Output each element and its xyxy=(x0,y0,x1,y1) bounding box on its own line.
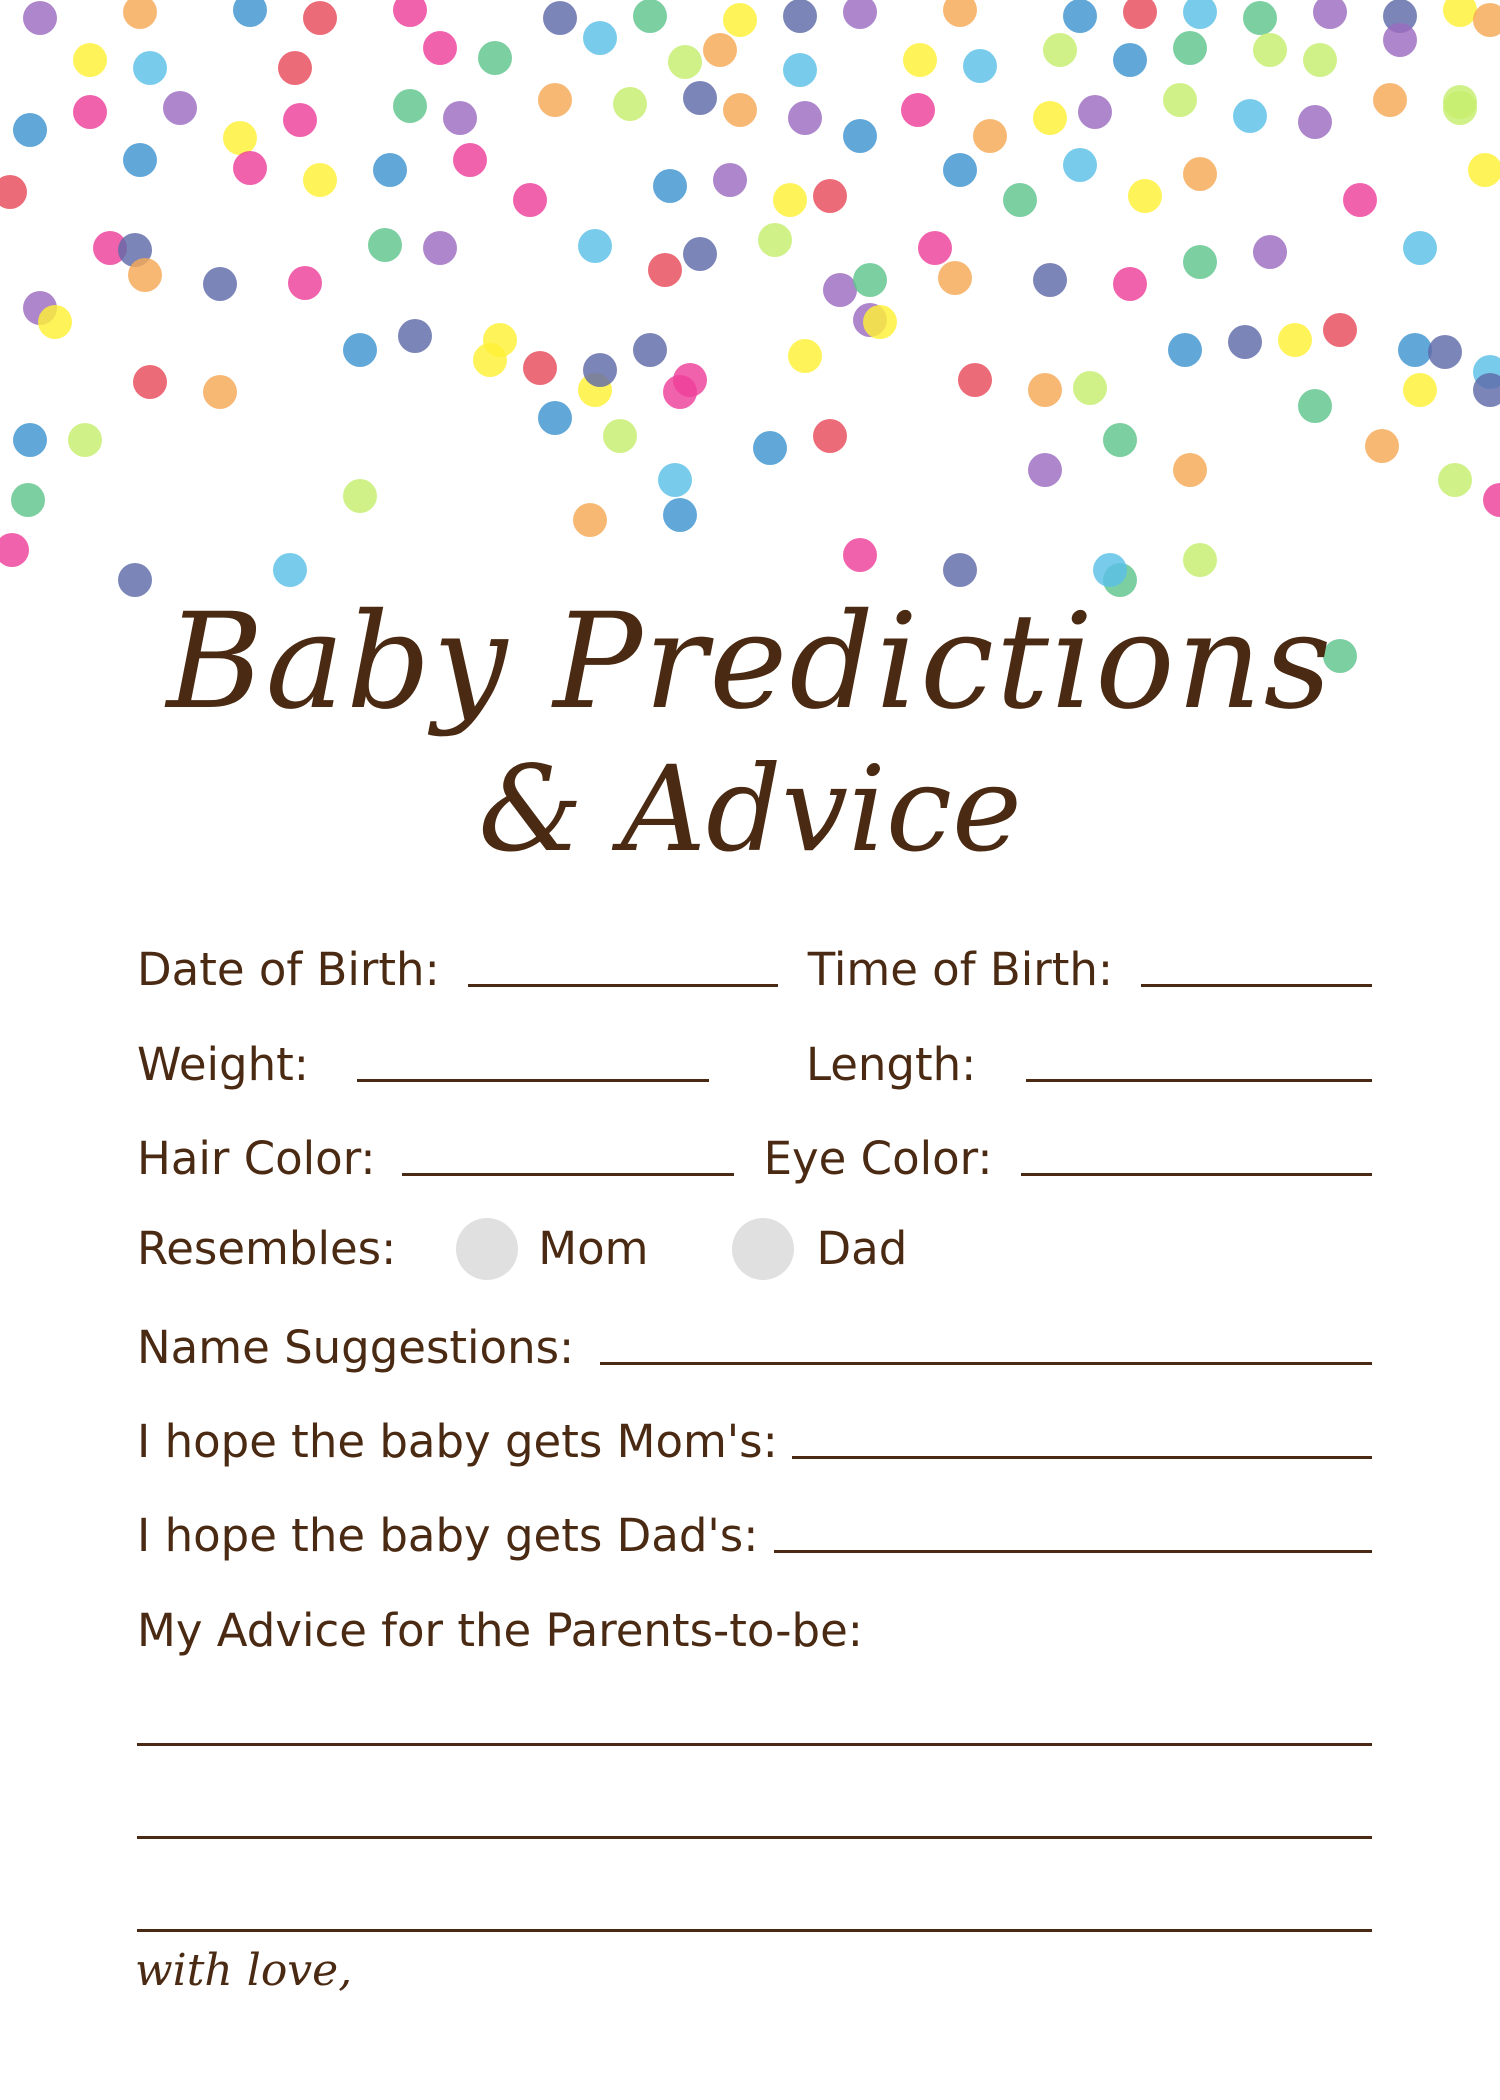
confetti-dot xyxy=(423,231,457,265)
confetti-dot xyxy=(753,431,787,465)
advice-line-2[interactable] xyxy=(137,1836,1372,1839)
confetti-dot xyxy=(1093,553,1127,587)
confetti-dot xyxy=(843,538,877,572)
confetti-dot xyxy=(943,0,977,27)
confetti-dot xyxy=(273,553,307,587)
confetti-dot xyxy=(303,1,337,35)
confetti-dot xyxy=(13,423,47,457)
label-dad: Dad xyxy=(816,1222,908,1275)
label-name-suggestions: Name Suggestions: xyxy=(137,1321,575,1374)
confetti-dot xyxy=(1078,95,1112,129)
title-line-1: Baby Predictions xyxy=(166,585,1334,739)
confetti-dot xyxy=(658,463,692,497)
confetti-dot xyxy=(723,93,757,127)
confetti-dot xyxy=(1123,0,1157,29)
confetti-dot xyxy=(1168,333,1202,367)
confetti-dot xyxy=(543,1,577,35)
confetti-dot xyxy=(393,0,427,27)
confetti-dot xyxy=(398,319,432,353)
label-time-of-birth: Time of Birth: xyxy=(807,943,1114,996)
confetti-dot xyxy=(473,343,507,377)
confetti-dot xyxy=(1443,0,1477,27)
confetti-dot xyxy=(523,351,557,385)
confetti-dot xyxy=(773,183,807,217)
confetti-dot xyxy=(1103,423,1137,457)
confetti-dot xyxy=(1253,235,1287,269)
confetti-dot xyxy=(663,498,697,532)
hope-dad-field[interactable] xyxy=(774,1550,1372,1553)
confetti-dot xyxy=(303,163,337,197)
confetti-dot xyxy=(1073,371,1107,405)
confetti-dot xyxy=(1443,91,1477,125)
confetti-dot xyxy=(603,419,637,453)
hair-color-field[interactable] xyxy=(402,1173,734,1176)
confetti-dot xyxy=(73,43,107,77)
confetti-dot xyxy=(38,305,72,339)
confetti-dot xyxy=(423,31,457,65)
confetti-dot xyxy=(1183,157,1217,191)
confetti-dot xyxy=(1033,263,1067,297)
confetti-dot xyxy=(1303,43,1337,77)
title-line-2: & Advice xyxy=(478,740,1022,878)
confetti-dot xyxy=(133,365,167,399)
confetti-dot xyxy=(1365,429,1399,463)
confetti-dot xyxy=(123,143,157,177)
eye-color-field[interactable] xyxy=(1021,1173,1372,1176)
label-weight: Weight: xyxy=(137,1038,309,1091)
confetti-dot xyxy=(133,51,167,85)
confetti-dot xyxy=(368,228,402,262)
confetti-dot xyxy=(1233,99,1267,133)
confetti-dot xyxy=(1383,23,1417,57)
confetti-dot xyxy=(478,41,512,75)
row-hope-mom xyxy=(137,1407,1372,1469)
confetti-dot xyxy=(123,0,157,29)
confetti-dot xyxy=(783,53,817,87)
confetti-dot xyxy=(343,333,377,367)
confetti-dot xyxy=(288,266,322,300)
confetti-dot xyxy=(1473,3,1500,37)
confetti-dot xyxy=(538,83,572,117)
confetti-dot xyxy=(788,339,822,373)
confetti-dot xyxy=(668,45,702,79)
confetti-dot xyxy=(343,479,377,513)
confetti-dot xyxy=(1278,323,1312,357)
row-birth xyxy=(137,935,1372,997)
row-hope-dad xyxy=(137,1501,1372,1563)
confetti-dot xyxy=(1373,83,1407,117)
label-eye-color: Eye Color: xyxy=(763,1132,993,1185)
date-of-birth-field[interactable] xyxy=(468,984,778,987)
confetti-dot xyxy=(1398,333,1432,367)
label-hope-dad: I hope the baby gets Dad's: xyxy=(137,1509,759,1562)
confetti-dot xyxy=(278,51,312,85)
confetti-dot xyxy=(1253,33,1287,67)
confetti-dot xyxy=(1243,1,1277,35)
confetti-dot xyxy=(901,93,935,127)
length-field[interactable] xyxy=(1026,1079,1372,1082)
confetti-dot xyxy=(863,305,897,339)
confetti-dot xyxy=(393,89,427,123)
advice-line-1[interactable] xyxy=(137,1743,1372,1746)
confetti-dot xyxy=(1173,453,1207,487)
confetti-dot xyxy=(1183,543,1217,577)
confetti-dot xyxy=(283,103,317,137)
confetti-dot xyxy=(1298,389,1332,423)
confetti-dot xyxy=(1428,335,1462,369)
confetti-dot xyxy=(583,21,617,55)
confetti-dot xyxy=(758,223,792,257)
confetti-dot xyxy=(683,237,717,271)
confetti-dot xyxy=(1183,245,1217,279)
signoff: with love, xyxy=(135,1945,353,1996)
confetti-dot xyxy=(1063,148,1097,182)
confetti-dot xyxy=(583,353,617,387)
confetti-dot xyxy=(648,253,682,287)
confetti-dot xyxy=(538,401,572,435)
confetti-dot xyxy=(613,87,647,121)
confetti-dot xyxy=(23,1,57,35)
label-length: Length: xyxy=(805,1038,977,1091)
confetti-dot xyxy=(903,43,937,77)
confetti-dot xyxy=(1128,179,1162,213)
confetti-dot xyxy=(653,169,687,203)
confetti-dot xyxy=(1438,463,1472,497)
confetti-dot xyxy=(68,423,102,457)
confetti-dot xyxy=(703,33,737,67)
confetti-dot xyxy=(943,553,977,587)
confetti-dot xyxy=(11,483,45,517)
confetti-dot xyxy=(1043,33,1077,67)
radio-dad[interactable] xyxy=(732,1218,794,1280)
confetti-dot xyxy=(1298,105,1332,139)
label-hope-mom: I hope the baby gets Mom's: xyxy=(137,1415,778,1468)
confetti-dot xyxy=(1163,83,1197,117)
row-color xyxy=(137,1124,1372,1186)
label-date-of-birth: Date of Birth: xyxy=(137,943,440,996)
time-of-birth-field[interactable] xyxy=(1141,984,1372,987)
confetti-dot xyxy=(1468,153,1500,187)
confetti-dot xyxy=(713,163,747,197)
confetti-dot xyxy=(233,151,267,185)
label-mom: Mom xyxy=(538,1222,649,1275)
confetti-dot xyxy=(1003,183,1037,217)
confetti-dot xyxy=(1173,31,1207,65)
name-suggestions-field[interactable] xyxy=(600,1362,1372,1365)
confetti-dot xyxy=(233,0,267,27)
confetti-dot xyxy=(633,333,667,367)
confetti-dot xyxy=(813,179,847,213)
confetti-dot xyxy=(853,263,887,297)
confetti-dot xyxy=(1343,183,1377,217)
confetti-dot xyxy=(0,533,29,567)
confetti-dot xyxy=(683,81,717,115)
hope-mom-field[interactable] xyxy=(792,1456,1372,1459)
label-hair-color: Hair Color: xyxy=(137,1132,376,1185)
label-advice: My Advice for the Parents-to-be: xyxy=(137,1604,863,1657)
confetti-dot xyxy=(1063,0,1097,33)
confetti-dot xyxy=(13,113,47,147)
advice-line-3[interactable] xyxy=(137,1929,1372,1932)
confetti-dot xyxy=(823,273,857,307)
confetti-dot xyxy=(1028,373,1062,407)
row-size xyxy=(137,1030,1372,1092)
row-name-suggestions xyxy=(137,1313,1372,1375)
confetti-dot xyxy=(843,0,877,29)
label-resembles: Resembles: xyxy=(137,1222,397,1275)
confetti-dot xyxy=(783,0,817,33)
confetti-dot xyxy=(1483,483,1500,517)
confetti-dot xyxy=(963,49,997,83)
radio-mom[interactable] xyxy=(456,1218,518,1280)
confetti-dot xyxy=(943,153,977,187)
confetti-dot xyxy=(1113,43,1147,77)
row-advice xyxy=(137,1596,1372,1658)
confetti-dot xyxy=(1033,101,1067,135)
confetti-dot xyxy=(73,95,107,129)
confetti-dot xyxy=(223,121,257,155)
confetti-dot xyxy=(1403,231,1437,265)
confetti-dot xyxy=(573,503,607,537)
confetti-dot xyxy=(128,258,162,292)
confetti-dot xyxy=(958,363,992,397)
confetti-dot xyxy=(1323,313,1357,347)
confetti-dot xyxy=(373,153,407,187)
confetti-dot xyxy=(1028,453,1062,487)
confetti-dot xyxy=(663,375,697,409)
confetti-dot xyxy=(938,261,972,295)
confetti-dot xyxy=(163,91,197,125)
confetti-dot xyxy=(918,231,952,265)
confetti-dot xyxy=(453,143,487,177)
confetti-dot xyxy=(513,183,547,217)
weight-field[interactable] xyxy=(357,1079,709,1082)
confetti-dot xyxy=(788,101,822,135)
confetti-dot xyxy=(813,419,847,453)
confetti-dot xyxy=(973,119,1007,153)
row-resembles xyxy=(137,1218,1372,1280)
confetti-dot xyxy=(203,375,237,409)
confetti-dot xyxy=(723,3,757,37)
confetti-dot xyxy=(1403,373,1437,407)
confetti-dot xyxy=(1113,267,1147,301)
confetti-dot xyxy=(203,267,237,301)
confetti-dot xyxy=(1183,0,1217,29)
confetti-dot xyxy=(843,119,877,153)
confetti-dot xyxy=(633,0,667,33)
confetti-dot xyxy=(1228,325,1262,359)
confetti-dot xyxy=(1313,0,1347,29)
confetti-dot xyxy=(578,229,612,263)
confetti-dot xyxy=(443,101,477,135)
confetti-dot xyxy=(0,175,27,209)
